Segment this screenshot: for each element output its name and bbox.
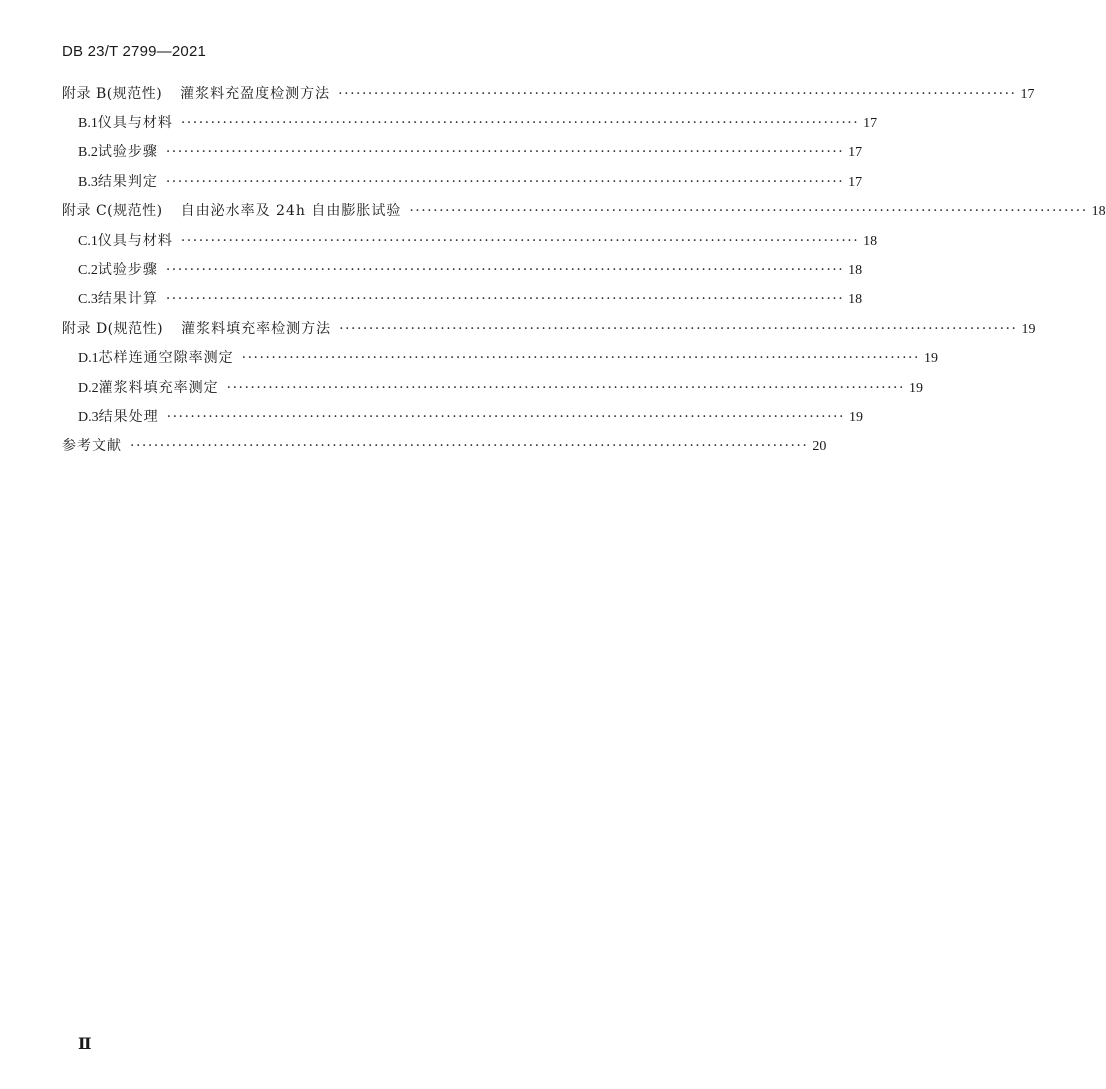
toc-entry-title: 结果处理 bbox=[98, 409, 159, 425]
toc-entry-title: 灌浆料填充率检测方法 bbox=[181, 321, 332, 337]
toc-entry-title: 仪具与材料 bbox=[97, 233, 173, 249]
toc-entry-d1[interactable] bbox=[78, 348, 938, 368]
toc-entry-title: 仪具与材料 bbox=[97, 115, 173, 131]
toc-entry-b3[interactable] bbox=[78, 172, 863, 192]
toc-leader-dots: ·················································································································· bbox=[339, 321, 1018, 337]
document-code: DB 23/T 2799—2021 bbox=[62, 43, 207, 60]
toc-entry-title: 参考文献 bbox=[62, 438, 122, 454]
toc-entry-title: 结果计算 bbox=[97, 291, 158, 307]
toc-entry-number: 附录 C(规范性) bbox=[62, 203, 163, 219]
toc-entry-page: 19 bbox=[1021, 322, 1036, 337]
toc-leader-dots: ·················································································································· bbox=[338, 86, 1017, 102]
toc-entry-title: 试验步骤 bbox=[97, 144, 158, 160]
toc-entry-annex-d[interactable] bbox=[62, 319, 1036, 339]
toc-entry-page: 17 bbox=[848, 175, 863, 190]
toc-entry-page: 18 bbox=[863, 234, 878, 249]
toc-entry-number: D.1 bbox=[78, 351, 99, 366]
toc-leader-dots: ·················································································································· bbox=[409, 203, 1088, 219]
toc-leader-dots: ·················································································································· bbox=[180, 233, 860, 249]
toc-entry-page: 18 bbox=[1091, 204, 1106, 219]
toc-entry-number: B.3 bbox=[78, 175, 98, 190]
toc-entry-page: 18 bbox=[848, 263, 863, 278]
toc-entry-title: 灌浆料充盈度检测方法 bbox=[180, 86, 331, 102]
toc-entry-number: D.2 bbox=[78, 381, 99, 396]
toc-entry-number: 附录 B(规范性) bbox=[62, 86, 163, 102]
toc-entry-title: 灌浆料填充率测定 bbox=[98, 380, 219, 396]
toc-entry-page: 20 bbox=[812, 439, 827, 454]
toc-entry-title: 自由泌水率及 24h 自由膨胀试验 bbox=[180, 203, 402, 219]
toc-entry-b2[interactable] bbox=[78, 142, 863, 162]
toc-entry-annex-b[interactable] bbox=[62, 84, 1035, 104]
toc-leader-dots: ·················································································································· bbox=[165, 291, 845, 307]
toc-entry-number: D.3 bbox=[78, 410, 99, 425]
toc-entry-c3[interactable] bbox=[78, 289, 863, 309]
toc-entry-number: C.2 bbox=[78, 263, 98, 278]
toc-leader-dots: ·················································································································· bbox=[165, 262, 845, 278]
toc-entry-d2[interactable] bbox=[78, 378, 923, 398]
toc-entry-title: 芯样连通空隙率测定 bbox=[98, 350, 234, 366]
toc-entry-b1[interactable] bbox=[78, 113, 878, 133]
toc-entry-page: 17 bbox=[1020, 87, 1035, 102]
toc-entry-d3[interactable] bbox=[78, 407, 863, 427]
toc-entry-page: 19 bbox=[848, 410, 863, 425]
toc-leader-dots: ·················································································································· bbox=[165, 174, 845, 190]
toc-entry-c2[interactable] bbox=[78, 260, 863, 280]
page-number: Ⅱ bbox=[78, 1036, 92, 1053]
toc-entry-number: B.2 bbox=[78, 145, 98, 160]
toc-entry-page: 17 bbox=[863, 116, 878, 131]
toc-entry-annex-c[interactable] bbox=[62, 201, 1106, 221]
toc-leader-dots: ·················································································································· bbox=[130, 438, 809, 454]
toc-leader-dots: ·················································································································· bbox=[241, 350, 920, 366]
toc-entry-number: C.1 bbox=[78, 234, 98, 249]
toc-entry-c1[interactable] bbox=[78, 231, 878, 251]
toc-entry-page: 17 bbox=[848, 145, 863, 160]
toc-entry-page: 18 bbox=[848, 292, 863, 307]
toc-entry-number: C.3 bbox=[78, 292, 98, 307]
toc-entry-number: B.1 bbox=[78, 116, 98, 131]
toc-leader-dots: ·················································································································· bbox=[180, 115, 860, 131]
toc-leader-dots: ·················································································································· bbox=[226, 380, 905, 396]
toc-entry-page: 19 bbox=[908, 381, 923, 396]
toc-entry-title: 结果判定 bbox=[97, 174, 158, 190]
toc-leader-dots: ·················································································································· bbox=[165, 144, 845, 160]
toc-entry-number: 附录 D(规范性) bbox=[62, 321, 164, 337]
toc-entry-title: 试验步骤 bbox=[97, 262, 158, 278]
toc-entry-page: 19 bbox=[923, 351, 938, 366]
toc-entry-bibliography[interactable] bbox=[62, 436, 827, 456]
toc-leader-dots: ·················································································································· bbox=[166, 409, 845, 425]
